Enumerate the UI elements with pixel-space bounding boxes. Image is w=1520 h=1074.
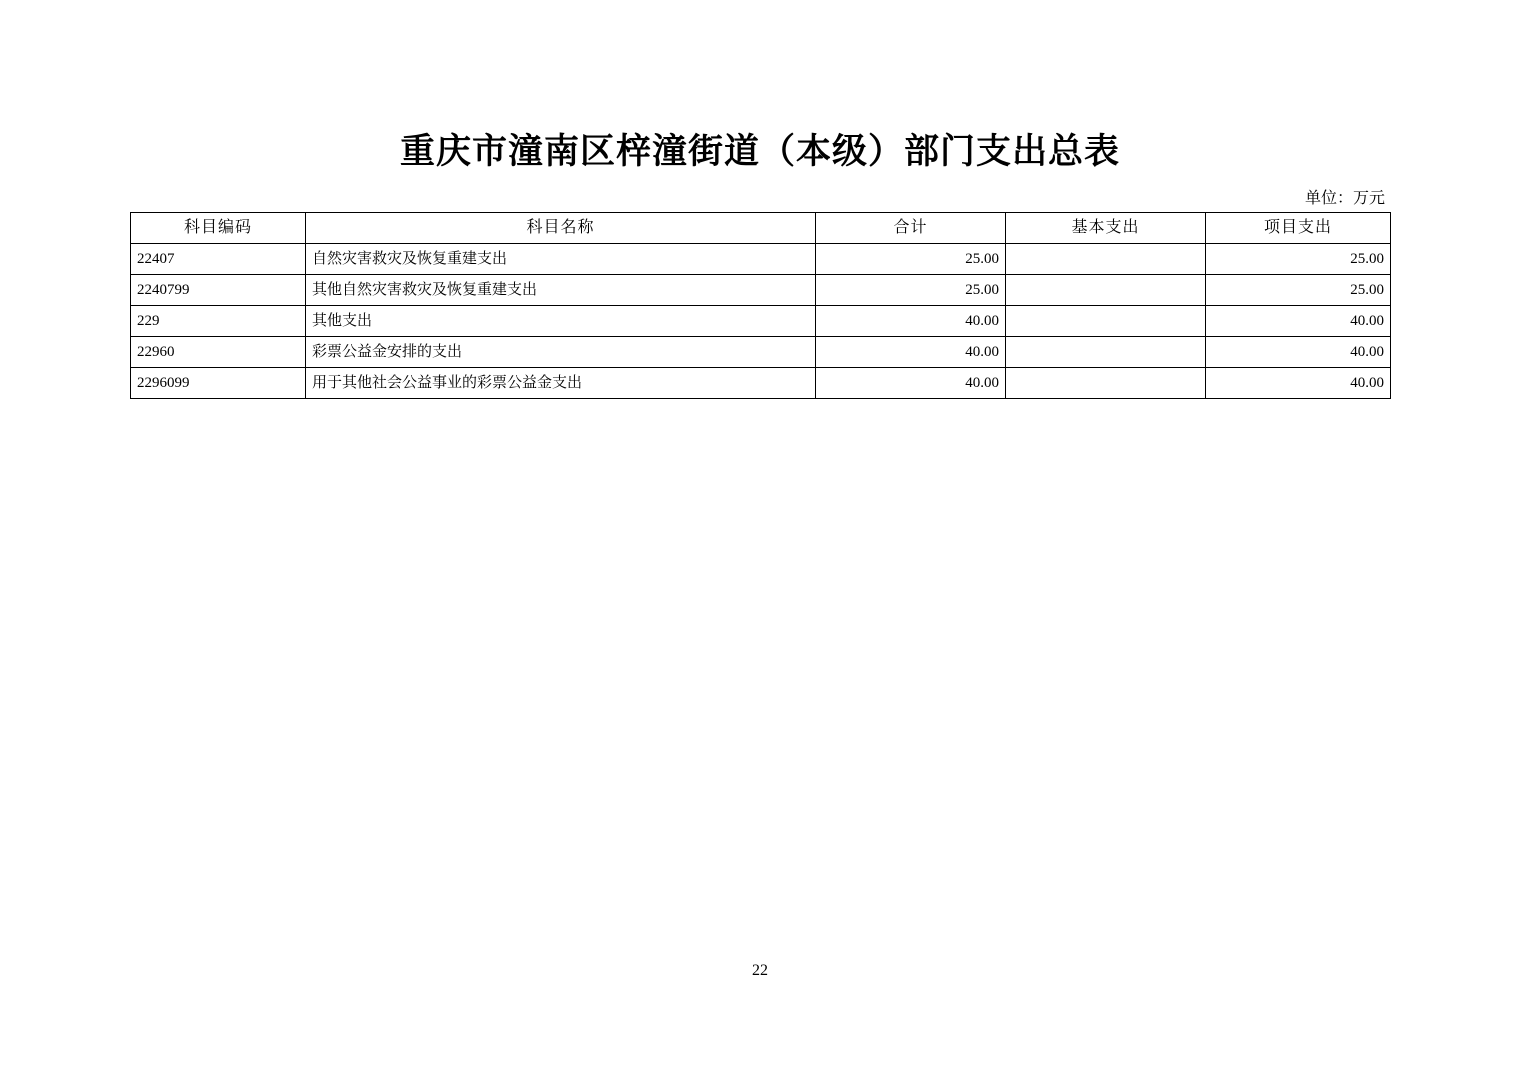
page-title: 重庆市潼南区梓潼街道（本级）部门支出总表: [399, 132, 1120, 171]
column-header-total: 合计: [816, 213, 1006, 244]
cell-name: 彩票公益金安排的支出: [306, 337, 816, 368]
cell-basic: [1006, 306, 1206, 337]
cell-name: 其他自然灾害救灾及恢复重建支出: [306, 275, 816, 306]
column-header-code: 科目编码: [131, 213, 306, 244]
expenditure-table: [130, 212, 1391, 399]
cell-code: 2240799: [131, 275, 306, 306]
cell-total: 40.00: [816, 368, 1006, 399]
cell-name: 用于其他社会公益事业的彩票公益金支出: [306, 368, 816, 399]
cell-code: 2296099: [131, 368, 306, 399]
table-row: [131, 306, 1391, 337]
table-header-row: [131, 213, 1391, 244]
cell-project: 40.00: [1206, 306, 1391, 337]
table-row: [131, 275, 1391, 306]
cell-total: 25.00: [816, 275, 1006, 306]
cell-project: 25.00: [1206, 275, 1391, 306]
cell-total: 25.00: [816, 244, 1006, 275]
cell-basic: [1006, 368, 1206, 399]
cell-basic: [1006, 275, 1206, 306]
table-row: [131, 337, 1391, 368]
column-header-basic: 基本支出: [1006, 213, 1206, 244]
unit-label: 单位：万元: [1304, 190, 1385, 207]
cell-total: 40.00: [816, 337, 1006, 368]
page-number: 22: [752, 962, 768, 979]
cell-name: 自然灾害救灾及恢复重建支出: [306, 244, 816, 275]
cell-basic: [1006, 244, 1206, 275]
column-header-project: 项目支出: [1206, 213, 1391, 244]
cell-basic: [1006, 337, 1206, 368]
cell-name: 其他支出: [306, 306, 816, 337]
cell-code: 229: [131, 306, 306, 337]
cell-code: 22960: [131, 337, 306, 368]
cell-total: 40.00: [816, 306, 1006, 337]
cell-project: 25.00: [1206, 244, 1391, 275]
cell-project: 40.00: [1206, 337, 1391, 368]
table-row: [131, 244, 1391, 275]
column-header-name: 科目名称: [306, 213, 816, 244]
cell-project: 40.00: [1206, 368, 1391, 399]
table-row: [131, 368, 1391, 399]
cell-code: 22407: [131, 244, 306, 275]
